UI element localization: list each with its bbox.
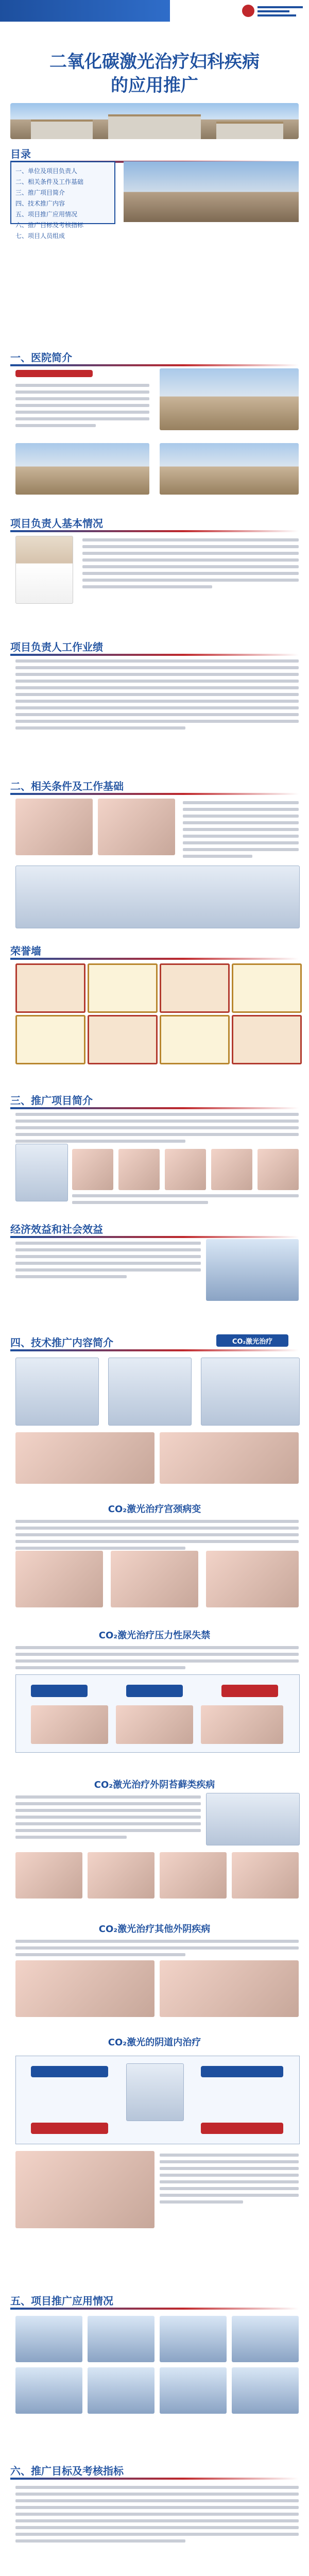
leader-intro-header — [10, 515, 299, 532]
benefits-header — [10, 1221, 299, 1238]
lichen-photo-2 — [88, 1852, 154, 1899]
toc-item-6: 六、推广目标及考核指标 — [15, 222, 84, 229]
honor-wall-title: 荣誉墙 — [10, 945, 41, 957]
intravaginal-photo-1 — [15, 2151, 154, 2228]
intravaginal-node-1 — [31, 2066, 108, 2077]
cervical-treatment-text — [15, 1520, 299, 1553]
table-of-contents — [10, 146, 299, 240]
laser-system-photo-3 — [201, 1358, 300, 1426]
leader-intro-divider — [10, 530, 299, 532]
benefits-photo — [206, 1239, 299, 1301]
flow-node-1 — [31, 1685, 88, 1697]
promotion-photo-1 — [15, 2316, 82, 2362]
section-2-divider — [10, 793, 299, 795]
intravaginal-treatment-title: CO₂激光的阴道内治疗 — [108, 2037, 201, 2048]
laser-treatment-photo-1 — [15, 1432, 154, 1484]
lichen-photo-4 — [232, 1852, 299, 1899]
honor-certificate-3 — [160, 963, 230, 1013]
lichen-photo-1 — [15, 1852, 82, 1899]
honor-certificate-1 — [15, 963, 85, 1013]
leader-achievements-header — [10, 639, 299, 656]
intravaginal-probe-photo — [126, 2063, 184, 2121]
section-3-divider — [10, 1107, 299, 1109]
other-vulvar-photo-2 — [160, 1960, 299, 2017]
toc-item-7: 七、项目人员组成 — [15, 232, 65, 240]
promotion-photo-4 — [232, 2316, 299, 2362]
toc-hospital-photo — [124, 161, 299, 222]
logo-emblem-icon — [242, 5, 254, 17]
section-1-header — [10, 349, 299, 366]
toc-item-2: 二、相关条件及工作基础 — [15, 178, 84, 185]
leader-achievements-divider — [10, 654, 299, 656]
section-4-divider — [10, 1349, 299, 1351]
section-2-title: 二、相关条件及工作基础 — [10, 780, 124, 792]
honor-certificate-5 — [15, 1015, 85, 1064]
leader-portrait — [15, 536, 73, 604]
procedure-captions — [72, 1194, 299, 1208]
co2-laser-tag-label: CO₂激光治疗 — [232, 1338, 273, 1346]
promotion-photo-7 — [160, 2367, 227, 2414]
incontinence-treatment-title: CO₂激光治疗压力性尿失禁 — [98, 1630, 211, 1641]
benefits-text — [15, 1242, 201, 1282]
promotion-photo-3 — [160, 2316, 227, 2362]
section-6-header — [10, 2463, 299, 2480]
toc-item-5: 五、项目推广应用情况 — [15, 211, 78, 218]
toc-item-4: 四、技术推广内容 — [15, 200, 65, 207]
honor-certificate-7 — [160, 1015, 230, 1064]
cervical-photo-2 — [111, 1551, 198, 1607]
section-4-title: 四、技术推广内容简介 — [10, 1336, 113, 1349]
section-1-divider — [10, 364, 299, 366]
procedure-photo-2 — [118, 1149, 160, 1190]
honor-certificate-4 — [232, 963, 302, 1013]
laser-treatment-photo-2 — [160, 1432, 299, 1484]
cervical-photo-1 — [15, 1551, 103, 1607]
lichen-device-photo — [206, 1793, 300, 1845]
hero-hospital-photo — [10, 103, 299, 139]
promotion-photo-8 — [232, 2367, 299, 2414]
section-6-title: 六、推广目标及考核指标 — [10, 2465, 124, 2477]
other-vulvar-photo-1 — [15, 1960, 154, 2017]
procedure-photo-3 — [165, 1149, 206, 1190]
hospital-intro-text — [15, 384, 149, 431]
intro-tag — [15, 370, 93, 377]
work-basis-text — [183, 801, 299, 861]
cervical-treatment-title: CO₂激光治疗宫颈病变 — [108, 1504, 201, 1515]
clinic-photo-2 — [98, 799, 175, 855]
toc-list — [10, 161, 115, 240]
benefits-title: 经济效益和社会效益 — [10, 1223, 103, 1235]
leader-intro-title: 项目负责人基本情况 — [10, 517, 103, 530]
other-vulvar-title: CO₂激光治疗其他外阴疾病 — [98, 1924, 211, 1935]
promotion-photo-5 — [15, 2367, 82, 2414]
leader-achievements-text — [15, 659, 299, 733]
incontinence-photo-3 — [201, 1705, 283, 1744]
procedure-photo-5 — [258, 1149, 299, 1190]
targets-text — [15, 2486, 299, 2546]
procedure-photo-4 — [211, 1149, 252, 1190]
procedure-photo-1 — [72, 1149, 113, 1190]
hospital-logo — [242, 3, 304, 19]
promotion-photo-2 — [88, 2316, 154, 2362]
clinic-photo-1 — [15, 799, 93, 855]
project-intro-text — [15, 1113, 299, 1146]
incontinence-photo-2 — [116, 1705, 193, 1744]
section-2-header — [10, 778, 299, 795]
section-3-title: 三、推广项目简介 — [10, 1094, 93, 1107]
honor-certificate-8 — [232, 1015, 302, 1064]
hospital-campus-photo-1 — [15, 443, 149, 495]
hospital-campus-photo-2 — [160, 443, 299, 495]
section-5-title: 五、项目推广应用情况 — [10, 2295, 113, 2307]
honor-wall-divider — [10, 958, 299, 960]
honor-wall-header — [10, 943, 299, 960]
page-title-line1: 二氧化碳激光治疗妇科疾病 — [49, 52, 260, 72]
leader-achievements-title: 项目负责人工作业绩 — [10, 641, 103, 653]
section-6-divider — [10, 2478, 299, 2480]
laser-device-photo — [15, 1144, 68, 1201]
lichen-treatment-title: CO₂激光治疗外阴苔藓类疾病 — [94, 1780, 215, 1790]
hospital-building-photo — [160, 368, 299, 430]
section-5-header — [10, 2293, 299, 2310]
other-vulvar-text — [15, 1940, 299, 1960]
intravaginal-node-3 — [31, 2123, 108, 2134]
intravaginal-node-2 — [201, 2066, 283, 2077]
benefits-divider — [10, 1236, 299, 1238]
logo-wordmark — [258, 6, 303, 19]
flow-node-2 — [126, 1685, 183, 1697]
incontinence-photo-1 — [31, 1705, 108, 1744]
section-3-header — [10, 1092, 299, 1109]
cervical-photo-3 — [206, 1551, 299, 1607]
lichen-treatment-text — [15, 1795, 201, 1842]
section-5-divider — [10, 2308, 299, 2310]
toc-heading: 目录 — [10, 148, 31, 160]
laser-system-photo-1 — [15, 1358, 99, 1426]
lichen-photo-3 — [160, 1852, 227, 1899]
laser-system-photo-2 — [108, 1358, 192, 1426]
equipment-photo — [15, 866, 300, 928]
toc-item-3: 三、推广项目简介 — [15, 189, 65, 196]
intravaginal-node-4 — [201, 2123, 283, 2134]
page-title-line2: 的应用推广 — [111, 75, 198, 96]
toc-item-1: 一、单位及项目负责人 — [15, 167, 78, 175]
honor-certificate-6 — [88, 1015, 158, 1064]
incontinence-treatment-text — [15, 1646, 299, 1673]
leader-intro-text — [82, 538, 299, 592]
intravaginal-text — [160, 2154, 299, 2207]
honor-certificate-2 — [88, 963, 158, 1013]
section-1-title: 一、医院简介 — [10, 351, 72, 364]
flow-node-3 — [221, 1685, 278, 1697]
promotion-photo-6 — [88, 2367, 154, 2414]
